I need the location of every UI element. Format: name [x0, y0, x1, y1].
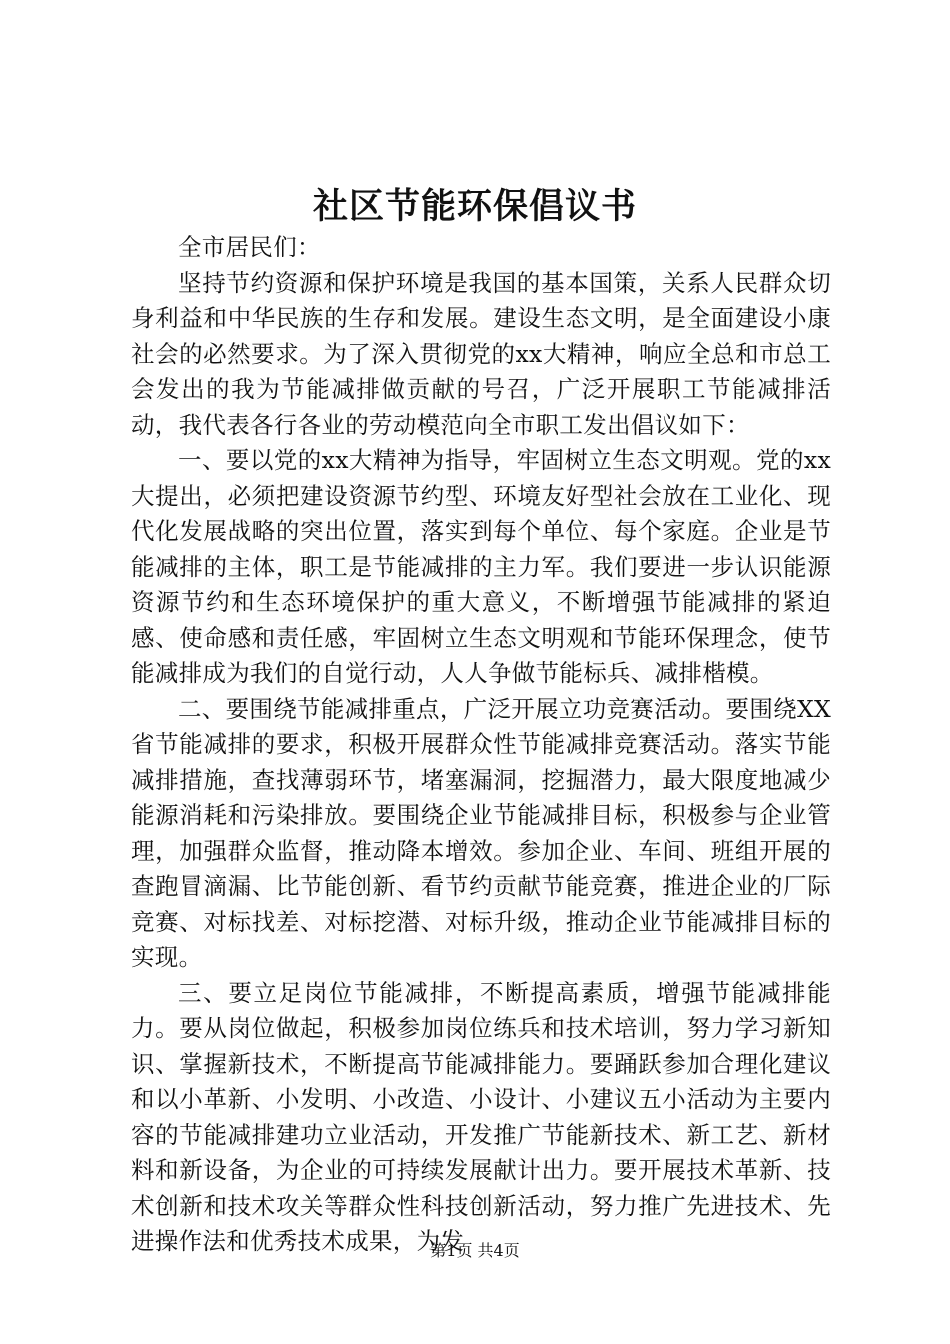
document-title: 社区节能环保倡议书 [312, 186, 637, 227]
paragraph-intro: 坚持节约资源和保护环境是我国的基本国策，关系人民群众切身利益和中华民族的生存和发展。建设生态文明，是全面建设小康社会的必然要求。为了深入贯彻党的xx大精神，响应全总和市总工会发出的我为节能减排做贡献的号召，广泛开展职工节能减排活动，我代表各行各业的劳动模范向全市职工发出倡议如下： [131, 268, 831, 439]
paragraph-three: 三、要立足岗位节能减排，不断提高素质，增强节能减排能力。要从岗位做起，积极参加岗位练兵和技术培训，努力学习新知识、掌握新技术，不断提高节能减排能力。要踊跃参加合理化建议和以小革新、小发明、小改造、小设计、小建议五小活动为主要内容的节能减排建功立业活动，开发推广节能新技术、新工艺、新材料和新设备，为企业的可持续发展献计出力。要开展技术革新、技术创新和技术攻关等群众性科技创新活动，努力推广先进技术、先进操作法和优秀技术成果，为发 [131, 978, 831, 1255]
page-footer: 第1页 共4页 [430, 1241, 520, 1260]
greeting: 全市居民们： [178, 233, 321, 261]
paragraph-two: 二、要围绕节能减排重点，广泛开展立功竞赛活动。要围绕XX省节能减排的要求，积极开展群众性节能减排竞赛活动。落实节能减排措施，查找薄弱环节，堵塞漏洞，挖掘潜力，最大限度地减少能源消耗和污染排放。要围绕企业节能减排目标，积极参与企业管理，加强群众监督，推动降本增效。参加企业、车间、班组开展的查跑冒滴漏、比节能创新、看节约贡献节能竞赛，推进企业的厂际竞赛、对标找差、对标挖潜、对标升级，推动企业节能减排目标的实现。 [131, 694, 831, 971]
document-body [131, 230, 831, 1260]
paragraph-one: 一、要以党的xx大精神为指导，牢固树立生态文明观。党的xx大提出，必须把建设资源节约型、环境友好型社会放在工业化、现代化发展战略的突出位置，落实到每个单位、每个家庭。企业是节能减排的主体，职工是节能减排的主力军。我们要进一步认识能源资源节约和生态环境保护的重大意义，不断增强节能减排的紧迫感、使命感和责任感，牢固树立生态文明观和节能环保理念，使节能减排成为我们的自觉行动，人人争做节能标兵、减排楷模。 [131, 446, 831, 687]
